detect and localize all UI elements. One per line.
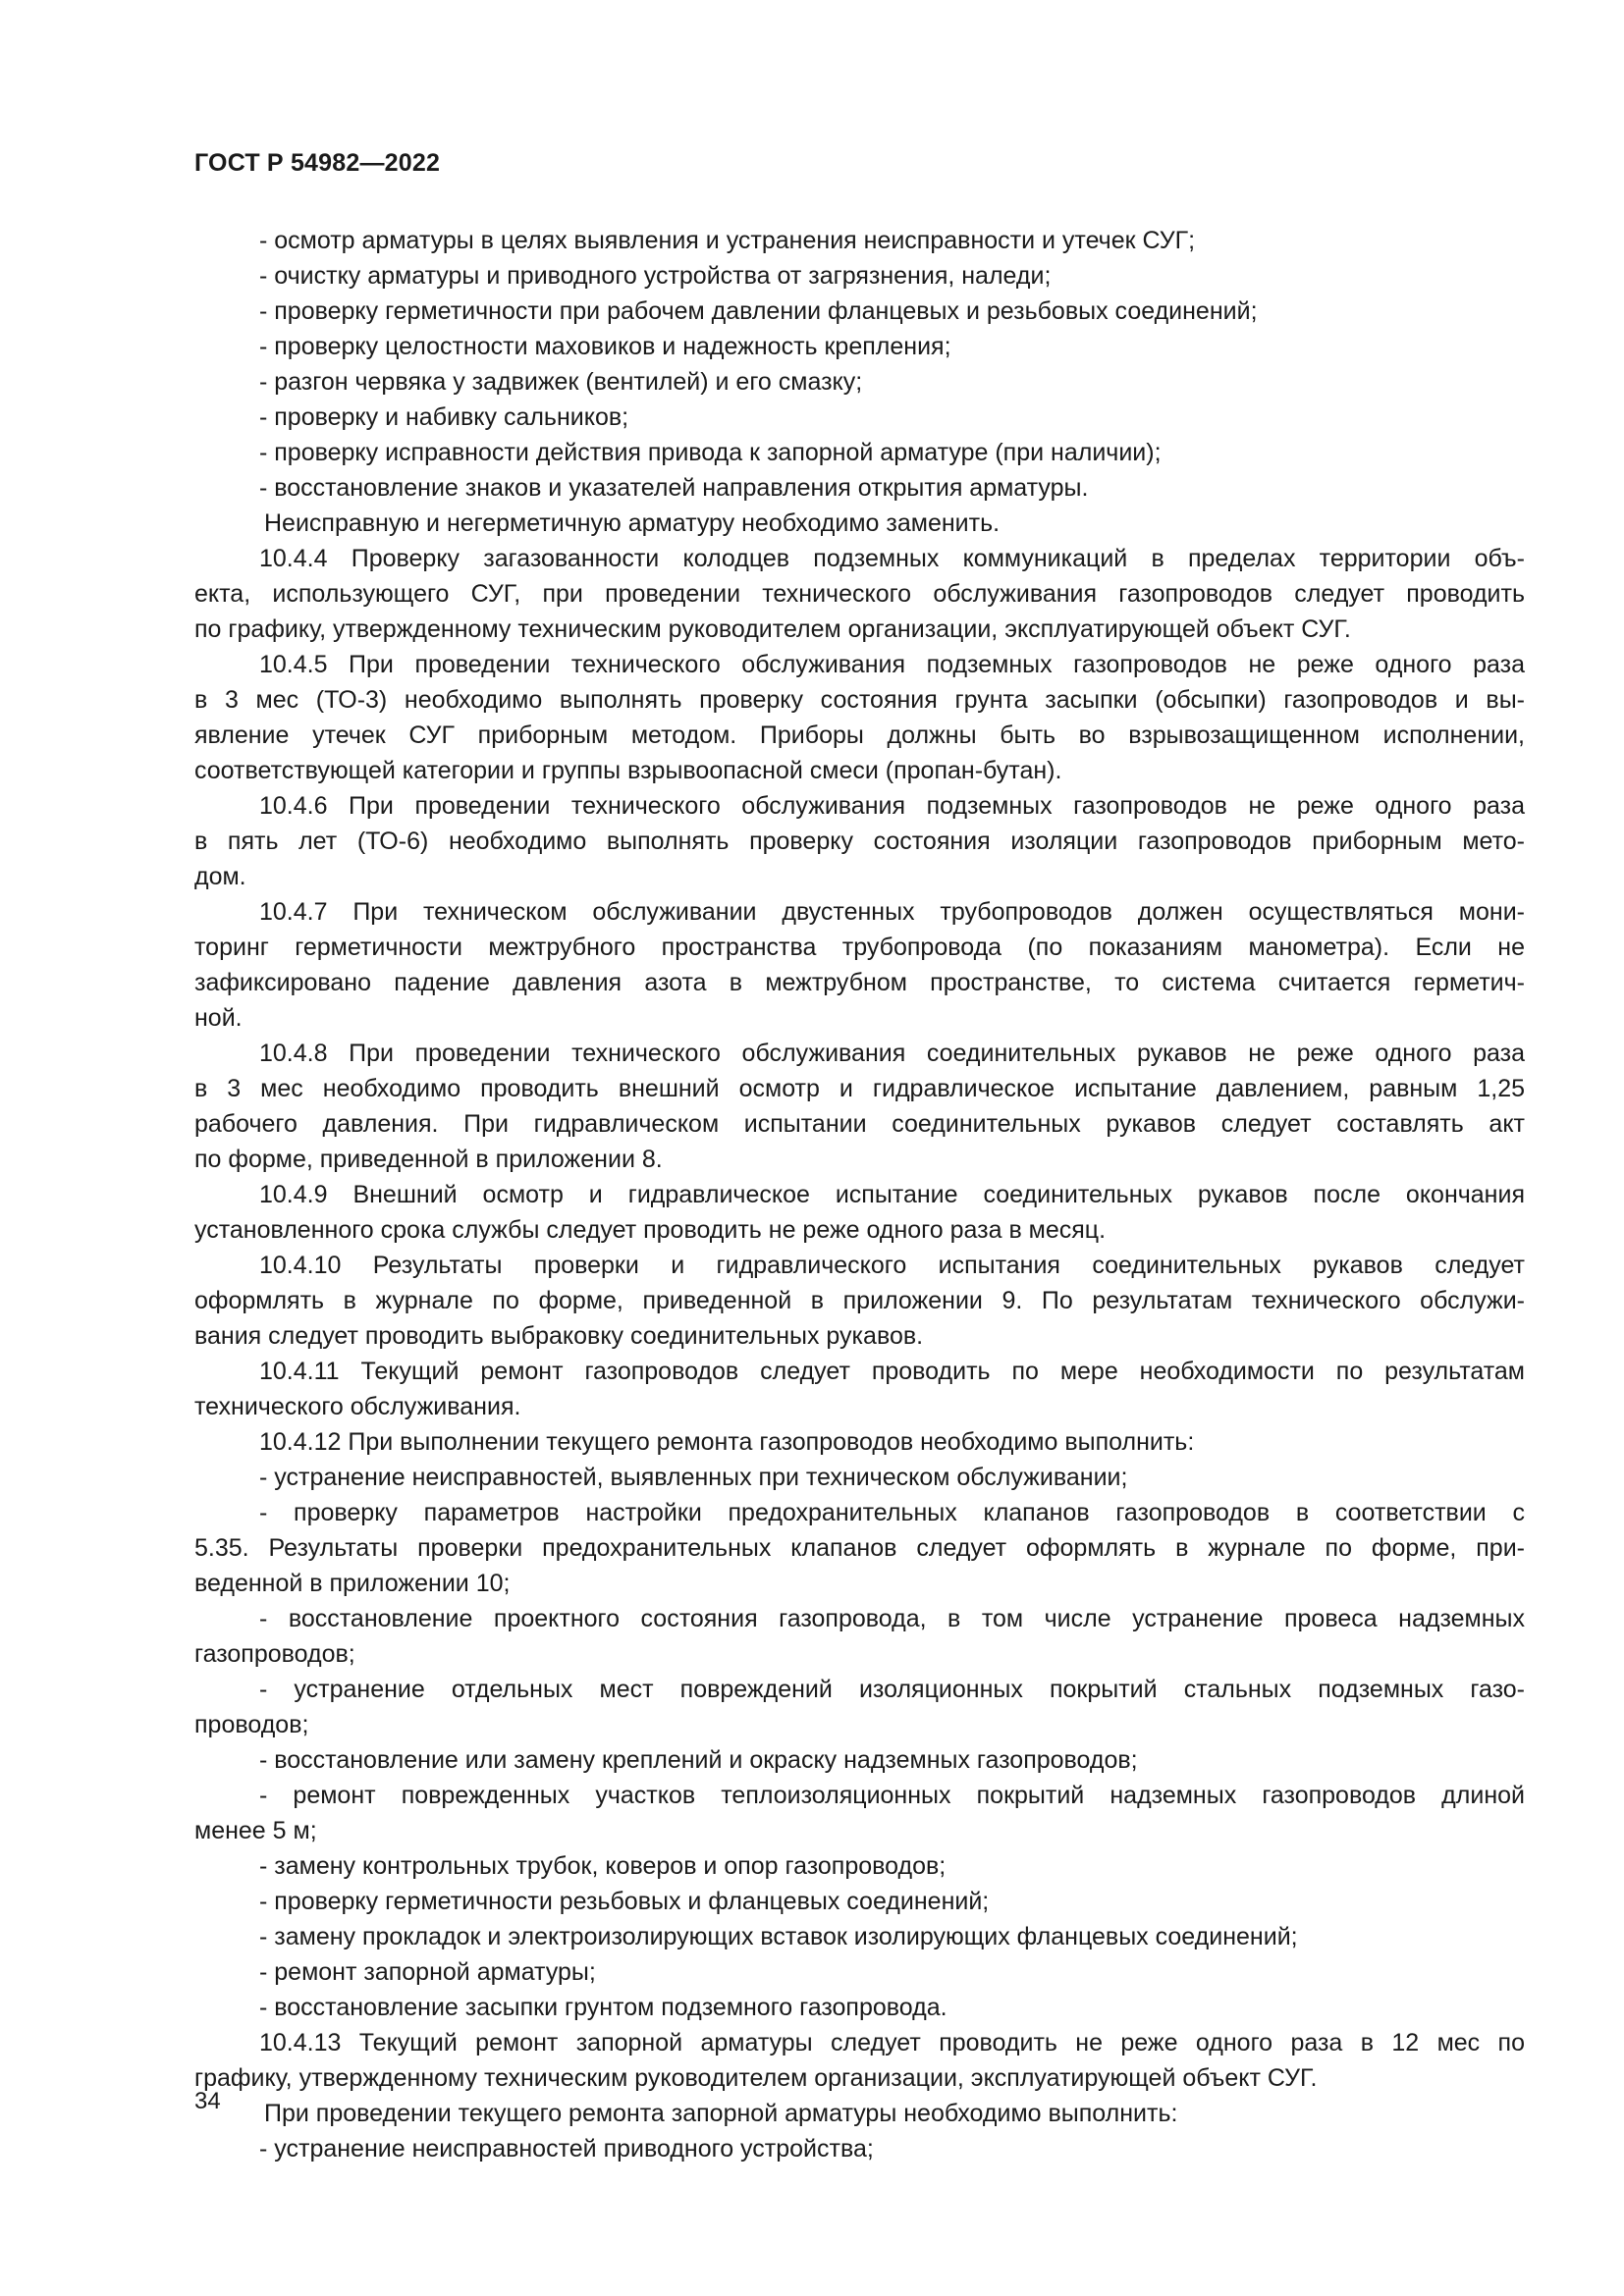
text-line: - проверку герметичности при рабочем давлении фланцевых и резьбовых соединений; — [259, 297, 1258, 325]
text-line: 10.4.13 Текущий ремонт запорной арматуры следует проводить не реже одного раза в 12 мес по — [259, 2029, 1525, 2056]
text-line: 10.4.11 Текущий ремонт газопроводов следует проводить по мере необходимости по результатам — [259, 1358, 1525, 1385]
text-line: - восстановление засыпки грунтом подземного газопровода. — [259, 1994, 947, 2021]
text-line: - проверку и набивку сальников; — [259, 403, 629, 431]
text-line: - устранение неисправностей, выявленных при техническом обслуживании; — [259, 1464, 1128, 1491]
text-line: 10.4.9 Внешний осмотр и гидравлическое испытание соединительных рукавов после окончания — [259, 1181, 1525, 1208]
text-line: вания следует проводить выбраковку соединительных рукавов. — [194, 1322, 924, 1350]
text-line: установленного срока службы следует проводить не реже одного раза в месяц. — [194, 1216, 1107, 1244]
text-line: веденной в приложении 10; — [194, 1570, 511, 1597]
text-line: - устранение неисправностей приводного устройства; — [259, 2135, 874, 2163]
text-line: технического обслуживания. — [194, 1393, 521, 1420]
text-line: по графику, утвержденному техническим руководителем организации, эксплуатирующей объект СУГ. — [194, 615, 1351, 643]
text-line: 10.4.10 Результаты проверки и гидравлического испытания соединительных рукавов следует — [259, 1252, 1525, 1279]
text-line: - осмотр арматуры в целях выявления и устранения неисправности и утечек СУГ; — [259, 227, 1196, 254]
text-line: оформлять в журнале по форме, приведенной в приложении 9. По результатам технического обслужи- — [194, 1287, 1525, 1314]
text-line: в 3 мес (ТО-3) необходимо выполнять проверку состояния грунта засыпки (обсыпки) газопроводов и вы- — [194, 686, 1525, 714]
text-line: соответствующей категории и группы взрывоопасной смеси (пропан-бутан). — [194, 757, 1062, 784]
text-line: явление утечек СУГ приборным методом. Приборы должны быть во взрывозащищенном исполнении, — [194, 721, 1525, 749]
text-line: 10.4.8 При проведении технического обслуживания соединительных рукавов не реже одного раза — [259, 1040, 1525, 1067]
text-line: дом. — [194, 863, 246, 890]
text-line: - очистку арматуры и приводного устройства от загрязнения, наледи; — [259, 262, 1052, 290]
text-line: 5.35. Результаты проверки предохранительных клапанов следует оформлять в журнале по форме, при- — [194, 1534, 1525, 1562]
text-line: - ремонт запорной арматуры; — [259, 1958, 596, 1986]
text-line: При проведении текущего ремонта запорной арматуры необходимо выполнить: — [264, 2100, 1178, 2127]
text-line: графику, утвержденному техническим руководителем организации, эксплуатирующей объект СУГ. — [194, 2064, 1318, 2092]
text-line: рабочего давления. При гидравлическом испытании соединительных рукавов следует составлять акт — [194, 1110, 1525, 1138]
text-line: газопроводов; — [194, 1640, 355, 1668]
text-line: - восстановление проектного состояния газопровода, в том числе устранение провеса надземных — [259, 1605, 1525, 1632]
text-line: - замену контрольных трубок, коверов и опор газопроводов; — [259, 1852, 947, 1880]
text-line: - восстановление знаков и указателей направления открытия арматуры. — [259, 474, 1089, 502]
text-line: - разгон червяка у задвижек (вентилей) и его смазку; — [259, 368, 863, 396]
text-line: торинг герметичности межтрубного пространства трубопровода (по показаниям манометра). Если не — [194, 934, 1525, 961]
text-line: 10.4.7 При техническом обслуживании двустенных трубопроводов должен осуществляться мони- — [259, 898, 1525, 926]
text-line: - устранение отдельных мест повреждений изоляционных покрытий стальных подземных газо- — [259, 1676, 1525, 1703]
text-line: менее 5 м; — [194, 1817, 317, 1844]
text-line: - проверку герметичности резьбовых и фланцевых соединений; — [259, 1888, 990, 1915]
text-line: 10.4.5 При проведении технического обслуживания подземных газопроводов не реже одного раза — [259, 651, 1525, 678]
text-line: - замену прокладок и электроизолирующих вставок изолирующих фланцевых соединений; — [259, 1923, 1298, 1950]
text-line: Неисправную и негерметичную арматуру необходимо заменить. — [264, 509, 1001, 537]
text-line: - восстановление или замену креплений и окраску надземных газопроводов; — [259, 1746, 1138, 1774]
text-line: в пять лет (ТО-6) необходимо выполнять проверку состояния изоляции газопроводов приборным мето- — [194, 828, 1525, 855]
text-line: 10.4.12 При выполнении текущего ремонта газопроводов необходимо выполнить: — [259, 1428, 1195, 1456]
text-line: - ремонт поврежденных участков теплоизоляционных покрытий надземных газопроводов длиной — [259, 1782, 1525, 1809]
text-line: в 3 мес необходимо проводить внешний осмотр и гидравлическое испытание давлением, равным 1,25 — [194, 1075, 1525, 1102]
text-line: зафиксировано падение давления азота в межтрубном пространстве, то система считается герметич- — [194, 969, 1525, 996]
page-number: 34 — [194, 2088, 221, 2114]
text-line: - проверку исправности действия привода к запорной арматуре (при наличии); — [259, 439, 1162, 466]
text-line: екта, использующего СУГ, при проведении технического обслуживания газопроводов следует проводить — [194, 580, 1525, 608]
text-line: ной. — [194, 1004, 243, 1032]
document-header: ГОСТ Р 54982—2022 — [194, 149, 441, 177]
text-line: 10.4.4 Проверку загазованности колодцев подземных коммуникаций в пределах территории объ- — [259, 545, 1525, 572]
text-line: - проверку целостности маховиков и надежность крепления; — [259, 333, 951, 360]
text-line: по форме, приведенной в приложении 8. — [194, 1146, 663, 1173]
text-line: проводов; — [194, 1711, 309, 1738]
text-line: - проверку параметров настройки предохранительных клапанов газопроводов в соответствии с — [259, 1499, 1525, 1526]
text-line: 10.4.6 При проведении технического обслуживания подземных газопроводов не реже одного раза — [259, 792, 1525, 820]
document-body — [194, 223, 1525, 2166]
